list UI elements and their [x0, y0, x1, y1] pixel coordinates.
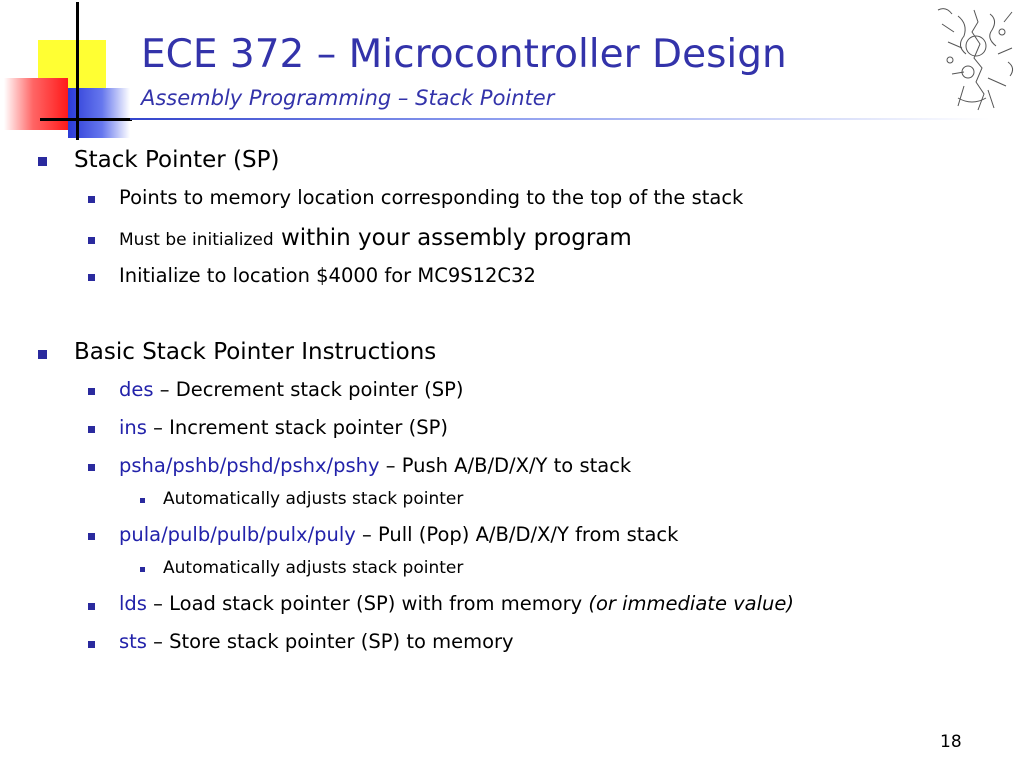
list-item: Points to memory location corresponding to the top of the stack — [119, 186, 744, 209]
bullet-icon — [88, 426, 95, 433]
bullet-icon — [140, 567, 145, 572]
list-item — [119, 378, 463, 401]
sub-list-item: Automatically adjusts stack pointer — [163, 489, 464, 509]
instruction-mnemonic: ins — [119, 416, 147, 439]
list-item — [119, 630, 514, 653]
bullet-icon — [38, 157, 47, 166]
instruction-mnemonic: des — [119, 378, 154, 401]
bullet-icon — [88, 237, 95, 244]
logo-red-block — [4, 78, 68, 130]
bullet-icon — [38, 350, 47, 359]
instruction-mnemonic: lds — [119, 592, 147, 615]
bullet-icon — [88, 274, 95, 281]
instruction-description: – Load stack pointer (SP) with from memory — [146, 592, 589, 615]
slide-title: ECE 372 – Microcontroller Design — [141, 32, 787, 77]
title-underline — [130, 118, 990, 120]
instruction-description: – Increment stack pointer (SP) — [146, 416, 448, 439]
list-item — [119, 225, 632, 251]
bullet-icon — [88, 388, 95, 395]
instruction-description: – Store stack pointer (SP) to memory — [146, 630, 514, 653]
slide-subtitle: Assembly Programming – Stack Pointer — [141, 86, 555, 110]
logo-horizontal-line — [40, 118, 132, 121]
robot-sketch-icon — [928, 2, 1020, 118]
sub-list-item: Automatically adjusts stack pointer — [163, 558, 464, 578]
bullet-icon — [88, 196, 95, 203]
bullet-icon — [140, 498, 145, 503]
instruction-description: – Push A/B/D/X/Y to stack — [379, 454, 632, 477]
instruction-mnemonic: sts — [119, 630, 147, 653]
list-item — [119, 454, 631, 477]
list-item — [119, 416, 448, 439]
bullet-icon — [88, 533, 95, 540]
instruction-description: – Decrement stack pointer (SP) — [153, 378, 464, 401]
instruction-description: – Pull (Pop) A/B/D/X/Y from stack — [355, 523, 679, 546]
list-item — [119, 592, 794, 615]
section-heading: Basic Stack Pointer Instructions — [74, 339, 437, 365]
list-item — [119, 523, 678, 546]
bullet-icon — [88, 464, 95, 471]
instruction-note: (or immediate value) — [588, 592, 795, 615]
instruction-mnemonic: pula/pulb/pulb/pulx/puly — [119, 523, 356, 546]
list-item: Initialize to location $4000 for MC9S12C32 — [119, 264, 536, 287]
instruction-mnemonic: psha/pshb/pshd/pshx/pshy — [119, 454, 380, 477]
section-heading: Stack Pointer (SP) — [74, 147, 280, 173]
bullet-icon — [88, 641, 95, 648]
bullet-icon — [88, 603, 95, 610]
item-text-large: within your assembly program — [273, 225, 632, 251]
page-number: 18 — [940, 732, 962, 752]
item-text-small: Must be initialized — [119, 230, 274, 250]
